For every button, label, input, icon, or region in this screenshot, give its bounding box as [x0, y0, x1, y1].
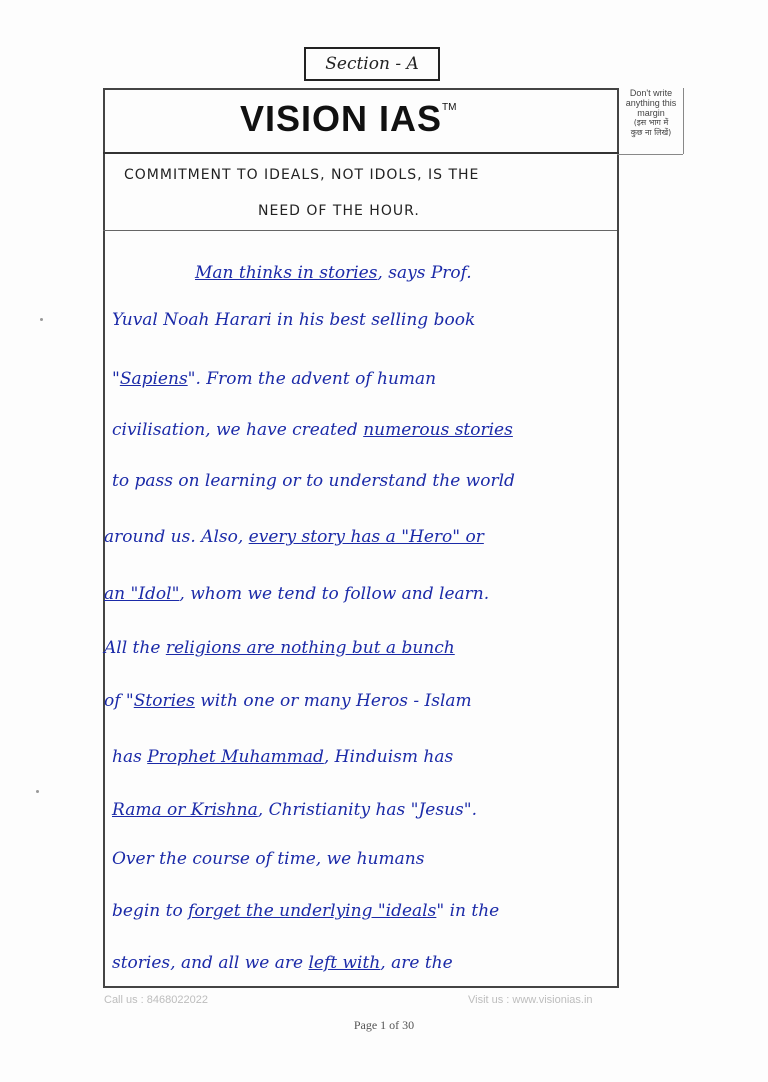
essay-line [112, 800, 477, 820]
essay-text: " in the [436, 901, 500, 921]
essay-text: around us. Also, [104, 527, 249, 547]
margin-note-line: margin [637, 108, 665, 118]
brand-name: VISION IAS [240, 98, 443, 139]
essay-line [104, 527, 484, 547]
underlined-phrase: numerous stories [363, 420, 513, 440]
margin-note [619, 88, 683, 138]
section-label: Section - A [304, 47, 440, 81]
essay-text: , Christianity has "Jesus". [257, 800, 477, 820]
frame-bottom-border [103, 986, 619, 988]
frame-top-border [103, 88, 619, 90]
essay-title-line-2: NEED OF THE HOUR. [258, 203, 420, 219]
essay-line [104, 691, 472, 711]
essay-line [104, 638, 455, 658]
underlined-phrase: Rama or Krishna [112, 800, 258, 820]
margin-note-line: (इस भाग में [633, 118, 669, 127]
brand-logo [240, 98, 457, 140]
essay-line [112, 747, 453, 767]
footer-website: Visit us : www.visionias.in [468, 994, 593, 1006]
frame-right-border [617, 88, 619, 986]
margin-note-line: Don't write [629, 88, 673, 98]
essay-text: ". From the advent of human [187, 369, 437, 389]
essay-line [112, 369, 436, 389]
scan-speck [40, 318, 43, 321]
essay-line [112, 471, 515, 491]
underlined-phrase: religions are nothing but a bunch [165, 638, 455, 658]
margin-note-line: anything this [625, 98, 677, 108]
margin-box-border [617, 154, 683, 155]
essay-text: , are the [380, 953, 453, 973]
underlined-phrase: Man thinks in stories [195, 263, 378, 283]
essay-line [112, 310, 475, 330]
essay-text: All the [104, 638, 166, 658]
underlined-phrase: Stories [133, 691, 195, 711]
underlined-phrase: forget the underlying "ideals [188, 901, 437, 921]
essay-text: civilisation, we have created [112, 420, 364, 440]
margin-box-border [683, 88, 684, 154]
page-number: Page 1 of 30 [353, 1018, 415, 1032]
essay-text: begin to [112, 901, 189, 921]
essay-text: " [112, 369, 120, 389]
essay-text: to pass on learning or to understand the world [112, 471, 515, 491]
essay-text: , whom we tend to follow and learn. [179, 584, 490, 604]
essay-text: Over the course of time, we humans [112, 849, 425, 869]
essay-line [112, 849, 424, 869]
underlined-phrase: an "Idol" [104, 584, 180, 604]
footer-phone: Call us : 8468022022 [104, 994, 208, 1006]
underlined-phrase: left with [308, 953, 381, 973]
essay-line [112, 953, 453, 973]
brand-trademark: TM [442, 102, 457, 113]
essay-line [112, 420, 513, 440]
essay-line [104, 584, 489, 604]
essay-text: , says Prof. [377, 263, 472, 283]
essay-line [112, 901, 499, 921]
margin-note-line: कुछ ना लिखें) [630, 128, 672, 137]
essay-text: has [112, 747, 148, 767]
essay-text: Yuval Noah Harari in his best selling book [112, 310, 476, 330]
essay-text: with one or many Heros - Islam [194, 691, 472, 711]
underlined-phrase: Sapiens [119, 369, 188, 389]
underlined-phrase: Prophet Muhammad [147, 747, 324, 767]
underlined-phrase: every story has a "Hero" or [248, 527, 484, 547]
essay-text: , Hinduism has [323, 747, 454, 767]
essay-text: stories, and all we are [112, 953, 309, 973]
essay-line [195, 263, 472, 283]
essay-text: of " [104, 691, 134, 711]
header-divider [103, 152, 619, 154]
essay-title-line-1: COMMITMENT TO IDEALS, NOT IDOLS, IS THE [124, 167, 480, 183]
title-divider [103, 230, 617, 231]
scan-speck [36, 790, 39, 793]
